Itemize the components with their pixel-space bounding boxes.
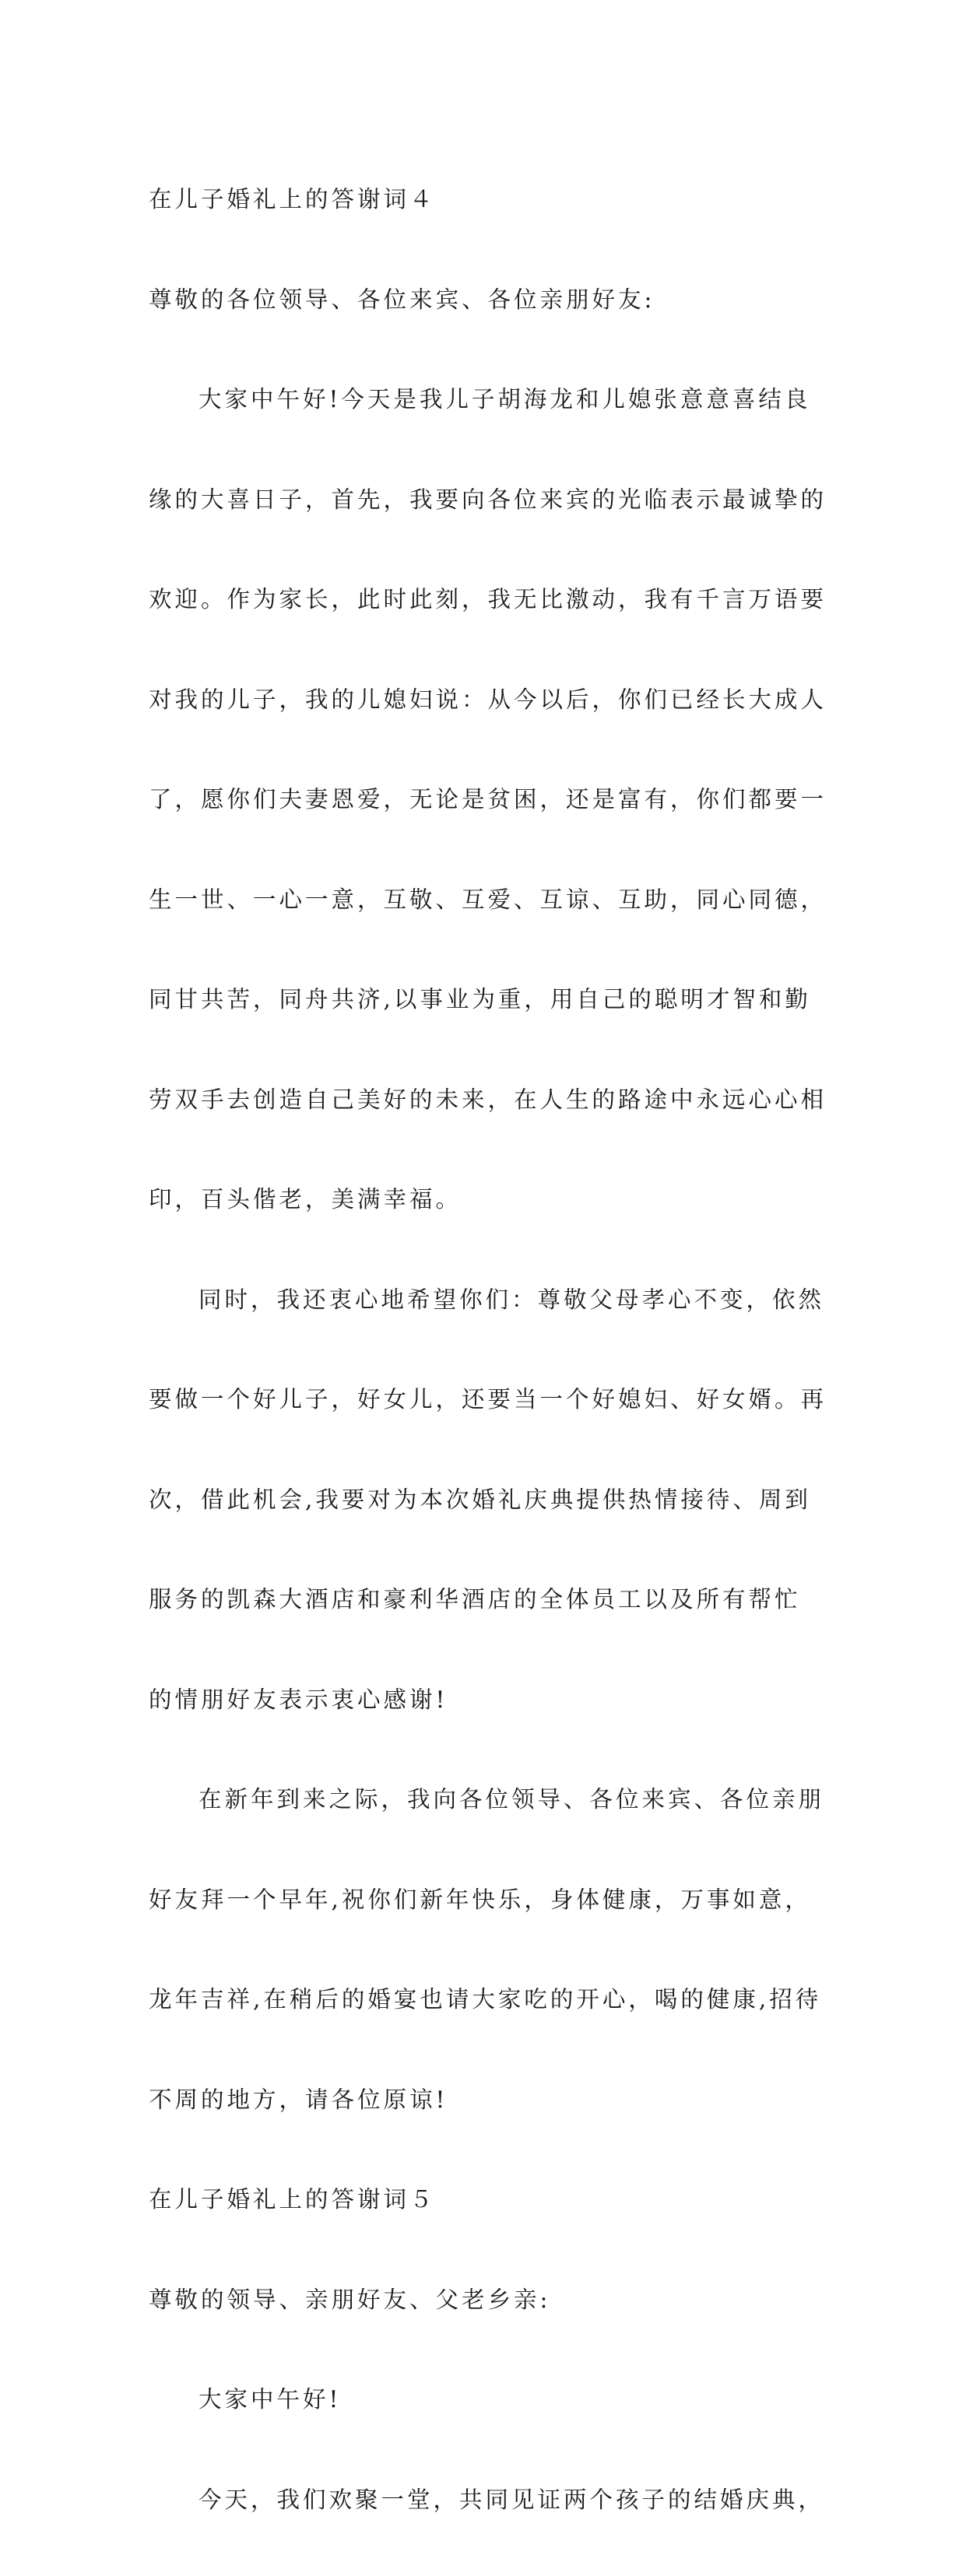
paragraph-line: 好友拜一个早年,祝你们新年快乐，身体健康，万事如意，	[149, 1886, 811, 1913]
paragraph-line: 同时，我还衷心地希望你们：尊敬父母孝心不变，依然	[198, 1286, 825, 1313]
paragraph-line: 欢迎。作为家长，此时此刻，我无比激动，我有千言万语要	[149, 586, 827, 612]
paragraph-line: 的情朋好友表示衷心感谢!	[149, 1686, 448, 1713]
paragraph-line: 次，借此机会,我要对为本次婚礼庆典提供热情接待、周到	[149, 1486, 811, 1513]
heading-5: 在儿子婚礼上的答谢词５	[149, 2186, 436, 2213]
document-text	[149, 123, 834, 2576]
paragraph-line: 缘的大喜日子，首先，我要向各位来宾的光临表示最诚挚的	[149, 486, 827, 513]
paragraph-line: 大家中午好!	[198, 2386, 342, 2413]
paragraph-line: 生一世、一心一意，互敬、互爱、互谅、互助，同心同德，	[149, 886, 827, 913]
paragraph-line: 对我的儿子，我的儿媳妇说：从今以后，你们已经长大成人	[149, 686, 827, 713]
paragraph-line: 不周的地方，请各位原谅!	[149, 2086, 448, 2113]
paragraph-line: 劳双手去创造自己美好的未来，在人生的路途中永远心心相	[149, 1086, 827, 1113]
paragraph-line: 龙年吉祥,在稍后的婚宴也请大家吃的开心，喝的健康,招待	[149, 1986, 822, 2013]
paragraph-line: 在新年到来之际，我向各位领导、各位来宾、各位亲朋	[198, 1786, 825, 1813]
paragraph-line: 同甘共苦，同舟共济,以事业为重，用自己的聪明才智和勤	[149, 986, 811, 1013]
paragraph-line: 今天，我们欢聚一堂，共同见证两个孩子的结婚庆典，	[198, 2486, 825, 2513]
paragraph-line: 印，百头偕老，美满幸福。	[149, 1186, 462, 1213]
salutation-4: 尊敬的各位领导、各位来宾、各位亲朋好友:	[149, 286, 655, 313]
paragraph-line: 要做一个好儿子，好女儿，还要当一个好媳妇、好女婿。再	[149, 1386, 827, 1413]
salutation-5: 尊敬的领导、亲朋好友、父老乡亲:	[149, 2286, 551, 2313]
heading-4: 在儿子婚礼上的答谢词４	[149, 186, 436, 212]
paragraph-line: 服务的凯森大酒店和豪利华酒店的全体员工以及所有帮忙	[149, 1586, 801, 1613]
paragraph-line: 了，愿你们夫妻恩爱，无论是贫困，还是富有，你们都要一	[149, 786, 827, 812]
paragraph-line: 大家中午好!今天是我儿子胡海龙和儿媳张意意喜结良	[198, 386, 811, 412]
